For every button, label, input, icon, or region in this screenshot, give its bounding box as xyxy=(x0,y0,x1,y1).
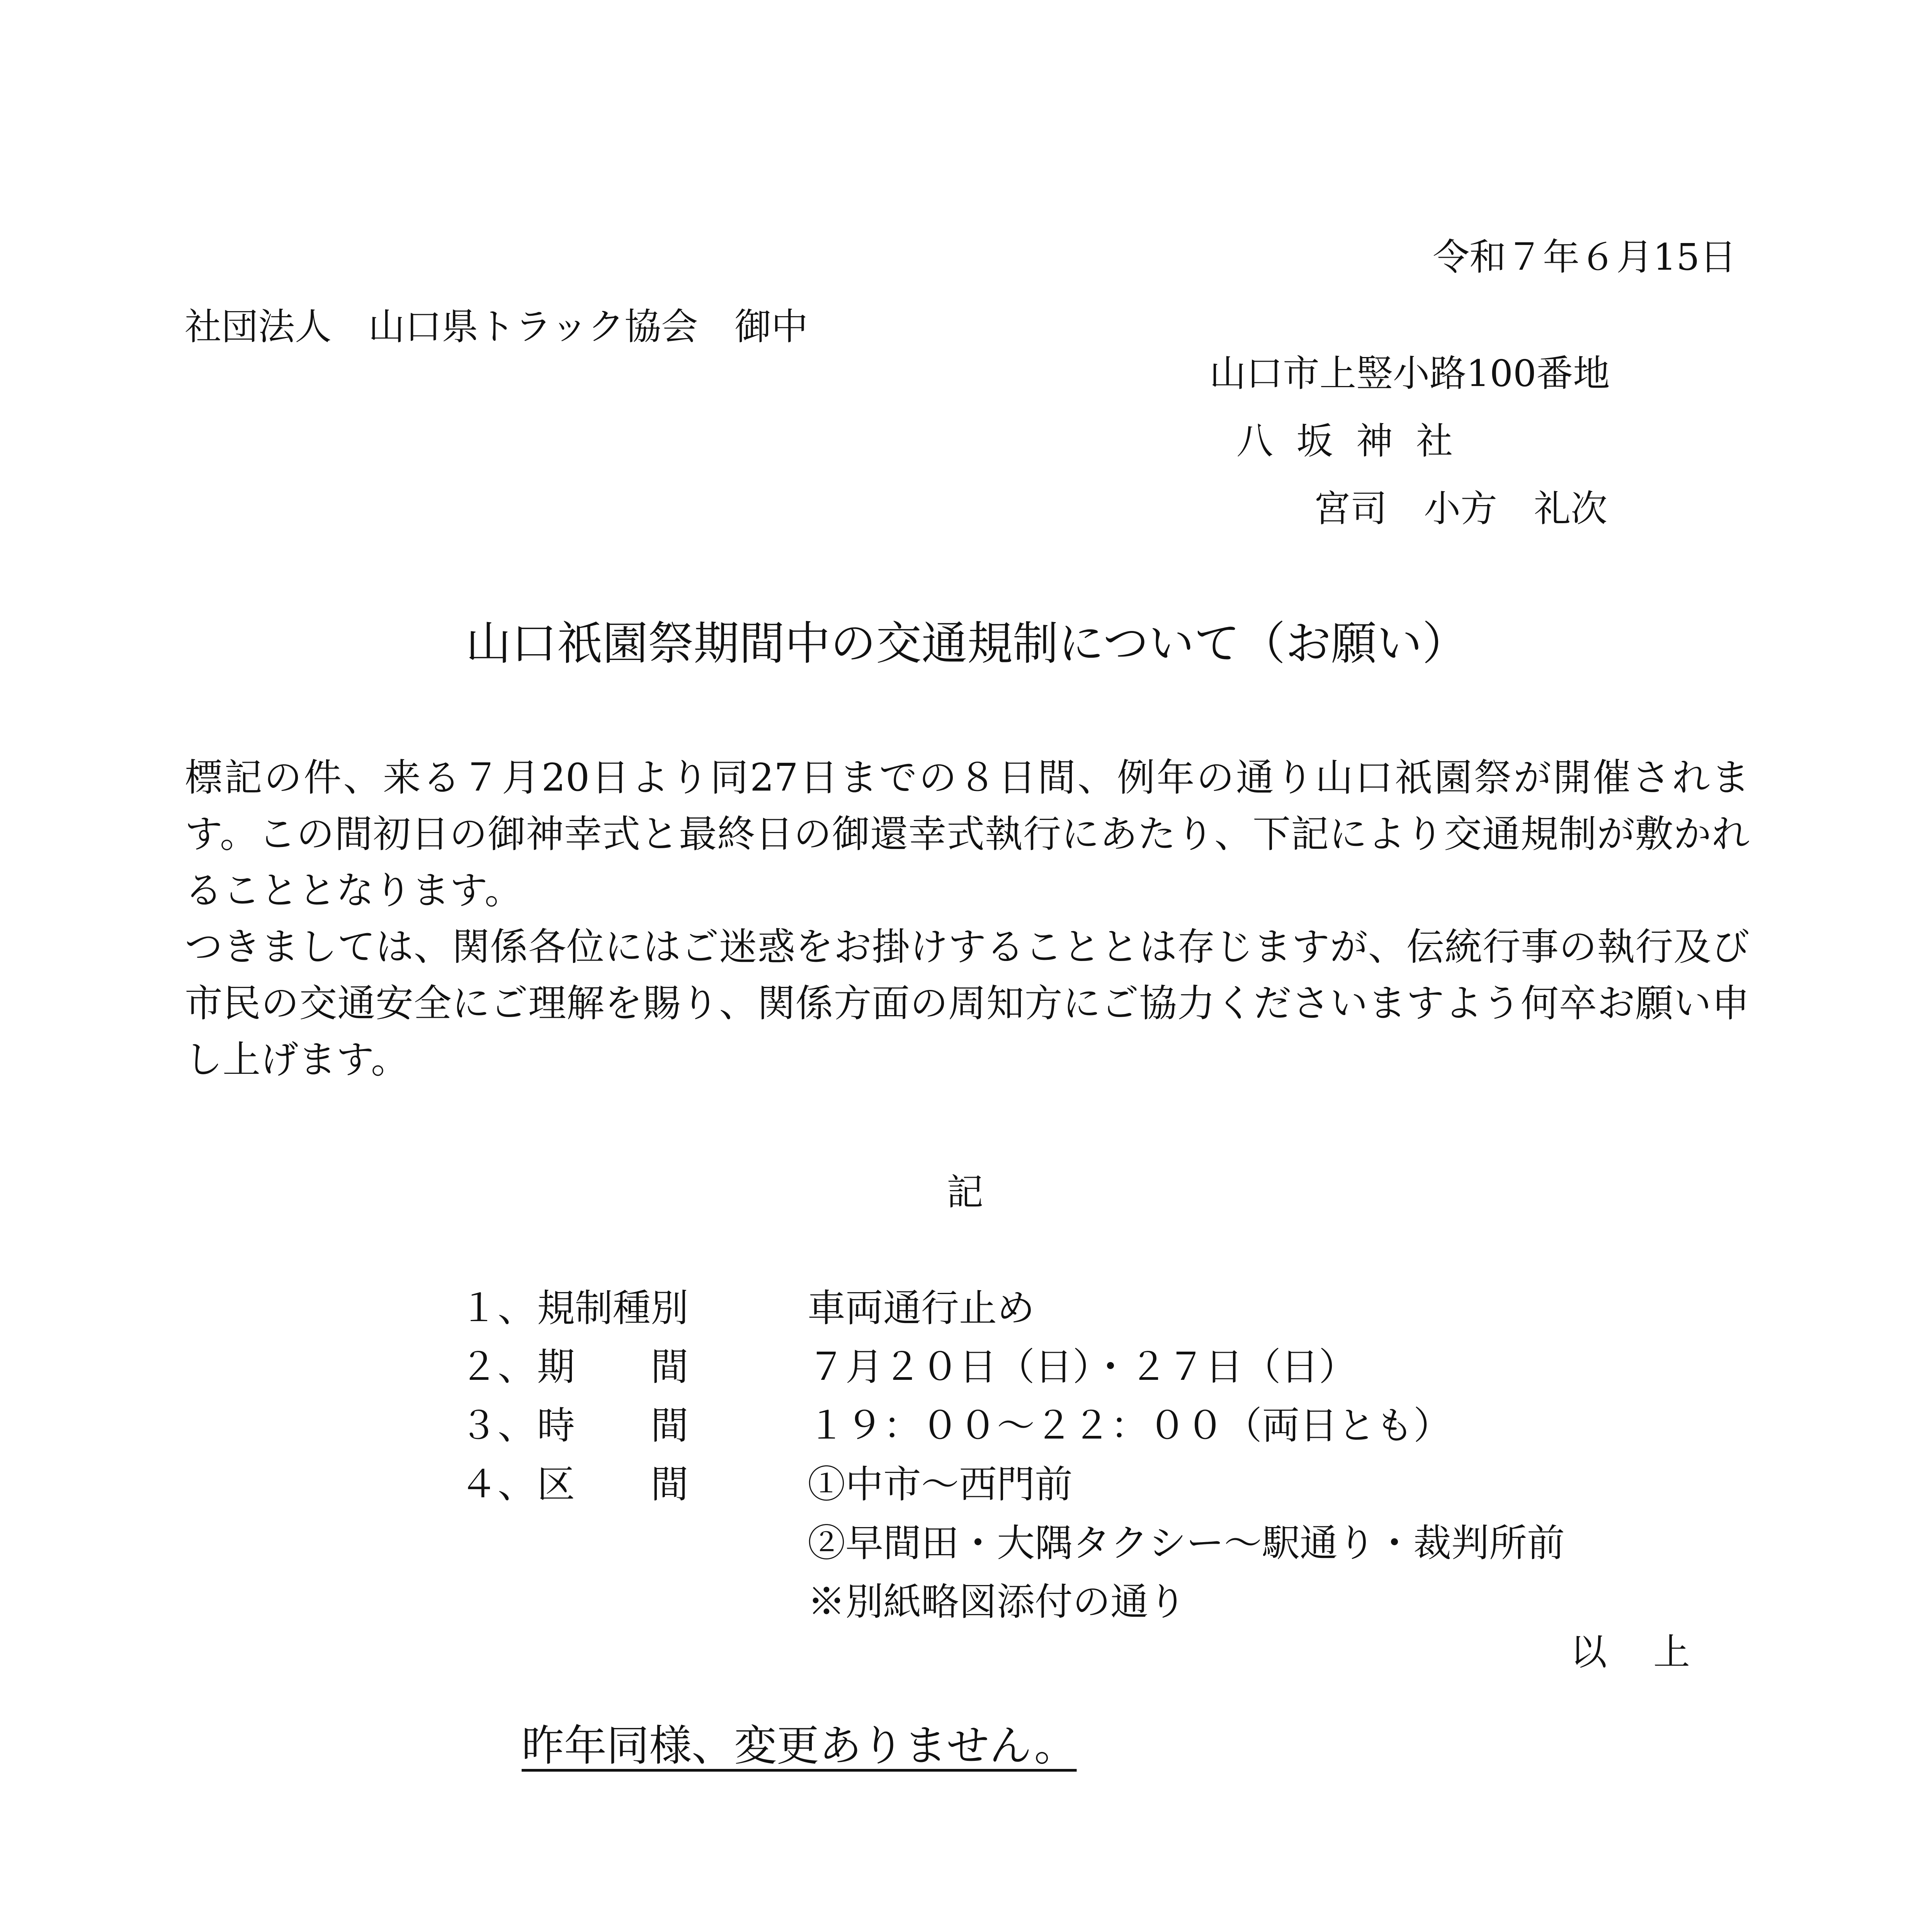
sender-address: 山口市上竪小路100番地 xyxy=(1209,352,1610,395)
item-value: ②早間田・大隅タクシー～駅通り・裁判所前 xyxy=(808,1521,1565,1565)
item-number xyxy=(460,1573,537,1631)
handwritten-note: 昨年同様、変更ありません。 xyxy=(522,1721,1077,1770)
item-value: ７月２０日（日）・２７日（日） xyxy=(808,1345,1357,1389)
item-row xyxy=(460,1514,1565,1573)
item-row xyxy=(460,1338,1565,1396)
body-text xyxy=(185,750,1750,1088)
document-date: 令和７年６月15日 xyxy=(1433,236,1736,279)
item-row xyxy=(460,1455,1565,1514)
item-value: １９：００～２２：００（両日とも） xyxy=(808,1404,1452,1448)
body-paragraph: 標記の件、来る７月20日より同27日までの８日間、例年の通り山口祇園祭が開催されます。この間初日の御神幸式と最終日の御還幸式執行にあたり、下記により交通規制が敷かれることとなります。 xyxy=(185,756,1750,913)
item-label xyxy=(537,1573,808,1631)
ki-heading: 記 xyxy=(947,1171,984,1214)
item-number: １、 xyxy=(460,1286,536,1330)
sender-person: 宮司 小方 礼次 xyxy=(1314,488,1608,530)
item-value: ※別紙略図添付の通り xyxy=(808,1580,1187,1624)
item-number: ３、 xyxy=(460,1404,536,1448)
sender-block xyxy=(1209,340,1610,543)
item-number xyxy=(460,1514,537,1573)
closing-ijo: 以上 xyxy=(1570,1631,1736,1673)
item-row xyxy=(460,1396,1565,1455)
item-row xyxy=(460,1279,1565,1338)
item-number: ４、 xyxy=(460,1463,536,1507)
recipient: 社団法人 山口県トラック協会 御中 xyxy=(185,306,808,348)
regulation-items xyxy=(460,1279,1565,1631)
item-value: ①中市～西門前 xyxy=(808,1463,1073,1507)
item-label: 規制種別 xyxy=(537,1286,689,1330)
item-label: 区 間 xyxy=(537,1463,689,1507)
item-label: 時 間 xyxy=(537,1404,689,1448)
item-number: ２、 xyxy=(460,1345,536,1389)
item-value: 車両通行止め xyxy=(808,1286,1035,1330)
item-label: 期 間 xyxy=(537,1345,689,1389)
item-row xyxy=(460,1573,1565,1631)
body-paragraph: つきましては、関係各位にはご迷惑をお掛けすることとは存じますが、伝統行事の執行及び市民の交通安全にご理解を賜り、関係方面の周知方にご協力くださいますよう何卒お願い申し上げます。 xyxy=(185,925,1750,1082)
document-title: 山口祇園祭期間中の交通規制について（お願い） xyxy=(466,617,1468,670)
sender-organization: 八坂神社 xyxy=(1236,420,1476,463)
item-label xyxy=(537,1514,808,1573)
